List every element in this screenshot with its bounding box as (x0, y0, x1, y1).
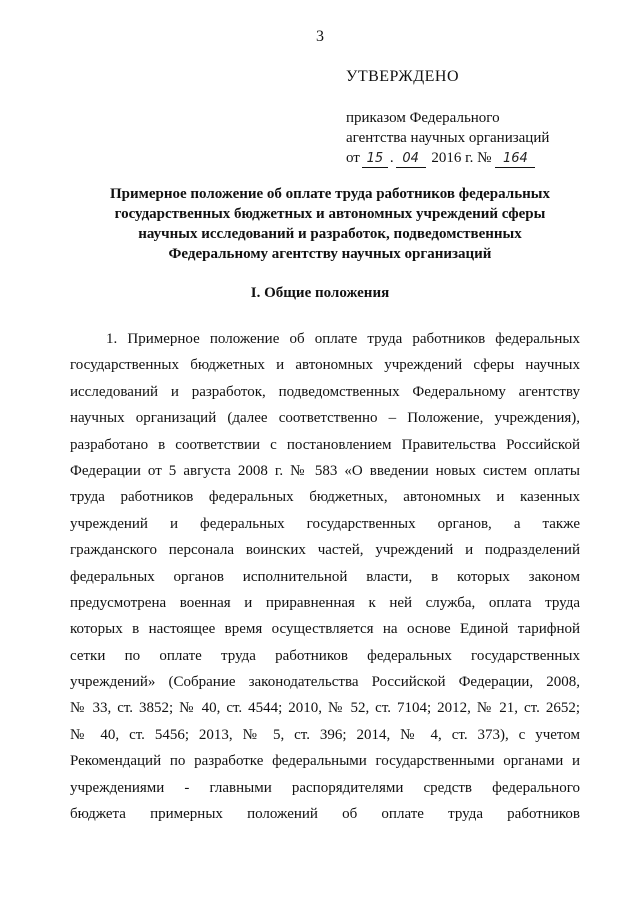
paragraph-line: учреждениями - главными распорядителями средств федерального (70, 779, 580, 796)
paragraph-line: которых в настоящее время осуществляется на основе Единой тарифной (70, 621, 580, 638)
paragraph-line: Рекомендаций по разработке федеральными государственными органами и (70, 753, 580, 770)
title-line: Примерное положение об оплате труда работников федеральных (109, 186, 550, 202)
paragraph-line: предусмотрена военная и приравненная к ней служба, оплата труда (70, 594, 580, 611)
approval-block (346, 68, 606, 168)
paragraph-line: сетки по оплате труда работников федеральных государственных (70, 647, 580, 664)
handwritten-day: 15 (362, 151, 388, 168)
paragraph-line: № 40, ст. 5456; 2013, № 5, ст. 396; 2014, № 4, ст. 373), с учетом (70, 726, 580, 743)
paragraph-line: научных организаций (далее соответственно – Положение, учреждения), (70, 410, 580, 427)
paragraph-line: № 33, ст. 3852; № 40, ст. 4544; 2010, № 52, ст. 7104; 2012, № 21, ст. 2652; (70, 700, 580, 717)
title-line: государственных бюджетных и автономных учреждений сферы (114, 206, 546, 222)
paragraph-line: исследований и разработок, подведомственных Федеральному агентству (70, 383, 580, 400)
paragraph-line: гражданского персонала воинских частей, учреждений и подразделений (70, 542, 580, 559)
approval-line-2: агентства научных организаций (346, 130, 550, 146)
paragraph-line: федеральных органов исполнительной власти, в которых законом (70, 568, 580, 585)
body-paragraph (70, 326, 580, 827)
title-line: научных исследований и разработок, подведомственных (138, 226, 522, 242)
document-title (90, 184, 570, 264)
approval-line-1: приказом Федерального (346, 110, 500, 126)
paragraph-line: бюджета примерных положений об оплате труда работников (70, 806, 580, 823)
approval-date-line: от 15 . 04 2016 г. № 164 (346, 148, 606, 168)
paragraph-line: государственных бюджетных и автономных учреждений сферы научных (70, 357, 580, 374)
paragraph-line: учреждений» (Собрание законодательства Российской Федерации, 2008, (70, 674, 580, 691)
approval-heading: УТВЕРЖДЕНО (346, 68, 460, 85)
page-number: 3 (316, 28, 324, 45)
paragraph-line: учреждений и федеральных государственных органов, а также (70, 515, 580, 532)
date-prefix: от (346, 150, 360, 166)
paragraph-line: 1. Примерное положение об оплате труда работников федеральных (106, 331, 580, 347)
handwritten-number: 164 (495, 151, 535, 168)
year-text: 2016 г. № (431, 150, 492, 166)
section-heading: I. Общие положения (250, 285, 390, 301)
paragraph-line: труда работников федеральных бюджетных, автономных и казенных (70, 489, 580, 506)
paragraph-line: разработано в соответствии с постановлением Правительства Российской (70, 436, 580, 453)
title-line: Федеральному агентству научных организаций (168, 246, 492, 262)
paragraph-line: Федерации от 5 августа 2008 г. № 583 «О введении новых систем оплаты (70, 462, 580, 479)
handwritten-month: 04 (396, 151, 426, 168)
